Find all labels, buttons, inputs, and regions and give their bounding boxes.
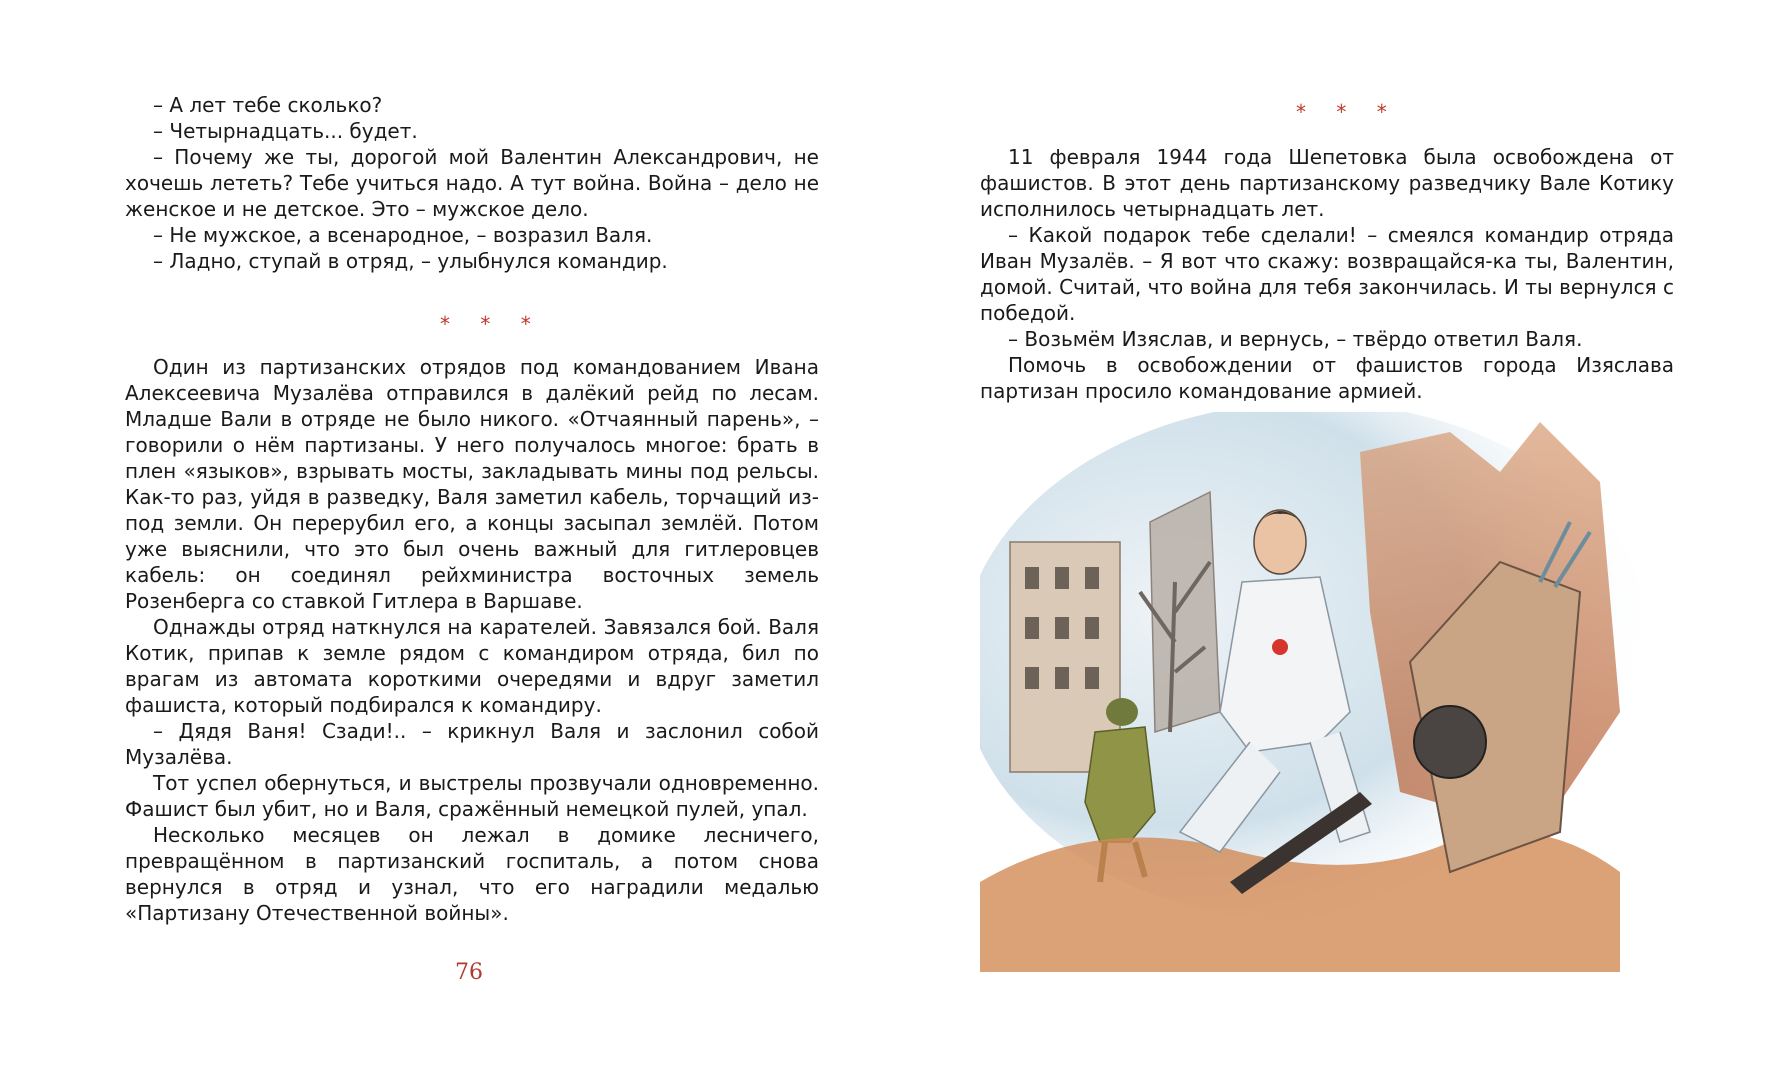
ruined-tower: [1150, 492, 1220, 732]
body-text: [980, 144, 1674, 404]
wound-mark: [1272, 639, 1288, 655]
paragraph: Несколько месяцев он лежал в домике лесничего, превращённом в партизанский госпиталь, а потом снова вернулся в отряд и узнал, что его наградили медалью «Партизану Отечественной войны».: [125, 823, 819, 925]
section-separator: * * *: [1296, 100, 1399, 124]
section-separator: * * *: [440, 312, 543, 336]
dialogue-block: [125, 92, 819, 274]
dialogue-line: – А лет тебе сколько?: [153, 93, 383, 117]
paragraph: – Какой подарок тебе сделали! – смеялся командир отряда Иван Музалёв. – Я вот что скажу: возвращайся-ка ты, Валентин, домой. Считай, что война для тебя закончилась. И ты вернулся с победой.: [980, 223, 1674, 325]
paragraph: Один из партизанских отрядов под командованием Ивана Алексеевича Музалёва отправился в далёкий рейд по лесам. Младше Вали в отряде не было никого. «Отчаянный парень», – говорили о нём партизаны. У него получалось многое: брать в плен «языков», взрывать мосты, закладывать мины под рельсы. Как-то раз, уйдя в разведку, Валя заметил кабель, торчащий из-под земли. Он перерубил его, а концы засыпал землёй. Потом уже выяснили, что это был очень важный для гитлеровцев кабель: он соединял рейхминистра восточных земель Розенберга со ставкой Гитлера в Варшаве.: [125, 355, 819, 613]
paragraph: – Дядя Ваня! Сзади!.. – крикнул Валя и заслонил собой Музалёва.: [125, 719, 819, 769]
paragraph: – Возьмём Изяслав, и вернусь, – твёрдо ответил Валя.: [1008, 327, 1583, 351]
body-text: [125, 354, 819, 926]
page-number: 76: [455, 960, 483, 985]
paragraph: Тот успел обернуться, и выстрелы прозвучали одновременно. Фашист был убит, но и Валя, сражённый немецкой пулей, упал.: [125, 771, 819, 821]
dialogue-line: – Почему же ты, дорогой мой Валентин Александрович, не хочешь лететь? Тебе учиться надо. А тут война. Война – дело не женское и не детское. Это – мужское дело.: [125, 145, 819, 221]
paragraph: 11 февраля 1944 года Шепетовка была освобождена от фашистов. В этот день партизанскому разведчику Вале Котику исполнилось четырнадцать лет.: [980, 145, 1674, 221]
paragraph: Помочь в освобождении от фашистов города Изяслава партизан просило командование армией.: [980, 353, 1674, 403]
war-illustration: [980, 412, 1680, 972]
paragraph: Однажды отряд наткнулся на карателей. Завязался бой. Валя Котик, припав к земле рядом с командиром отряда, бил по врагам из автомата короткими очередями и вдруг заметил фашиста, который подбирался к командиру.: [125, 615, 819, 717]
helmet: [1414, 706, 1486, 778]
dialogue-line: – Четырнадцать... будет.: [153, 119, 418, 143]
dialogue-line: – Не мужское, а всенародное, – возразил Валя.: [153, 223, 653, 247]
dialogue-line: – Ладно, ступай в отряд, – улыбнулся командир.: [153, 249, 668, 273]
